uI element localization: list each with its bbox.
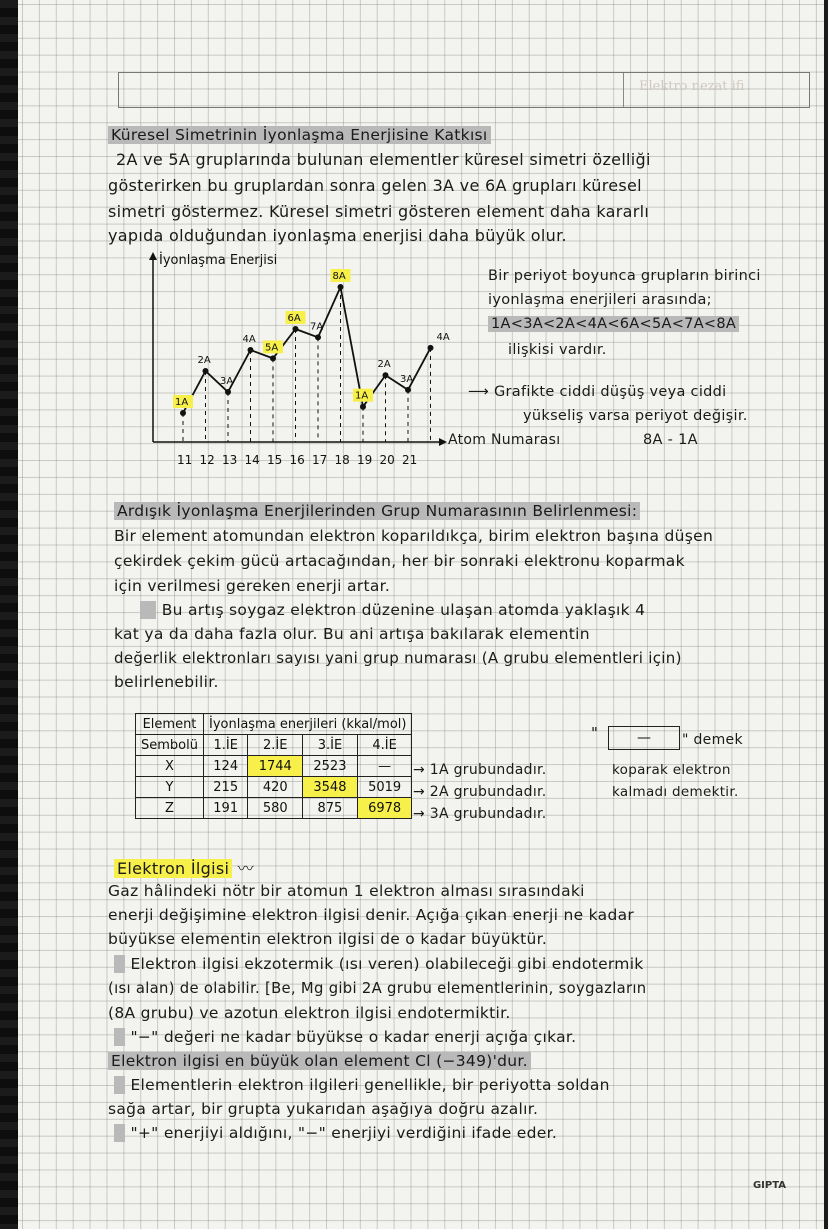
dash-note-box: — <box>608 726 680 750</box>
section3-line: (8A grubu) ve azotun elektron ilgisi endotermiktir. <box>108 1004 511 1022</box>
table-cell-highlight: 1744 <box>248 756 303 777</box>
section2-title: Ardışık İyonlaşma Enerjilerinden Grup Numarasının Belirlenmesi: <box>114 502 640 520</box>
notebook-page <box>18 0 824 1229</box>
note-inequality: 1A<3A<2A<4A<6A<5A<7A<8A <box>488 316 739 332</box>
data-point <box>180 410 186 416</box>
ionization-chart <box>143 250 453 480</box>
x-tick-label: 19 <box>357 453 373 467</box>
x-tick-label: 21 <box>402 453 418 467</box>
table-cell-highlight: 6978 <box>357 798 412 819</box>
point-label: 6A <box>287 313 301 324</box>
data-point <box>270 355 276 361</box>
header-ghost-text: Elektro nezat ifi <box>639 79 745 94</box>
table-header: 1.İE <box>203 735 247 756</box>
data-point <box>315 334 321 340</box>
table-row <box>136 798 412 819</box>
section2-line: Bu artış soygaz elektron düzenine ulaşan atomda yaklaşık 4 <box>140 601 645 619</box>
table-cell: 580 <box>248 798 303 819</box>
dash-note-line: koparak elektron <box>612 762 731 778</box>
table-cell: 5019 <box>357 777 412 798</box>
x-tick-label: 14 <box>244 453 260 467</box>
table-cell: — <box>357 756 412 777</box>
table-cell-highlight: 3548 <box>303 777 358 798</box>
x-tick-label: 17 <box>312 453 328 467</box>
data-point <box>383 372 389 378</box>
data-point <box>338 284 344 290</box>
series-line <box>183 287 431 413</box>
section3-line: (ısı alan) de olabilir. [Be, Mg gibi 2A grubu elementlerinin, soygazların <box>108 980 647 997</box>
table-cell: X <box>136 756 204 777</box>
section1-line: yapıda olduğundan iyonlaşma enerjisi daha büyük olur. <box>108 226 567 245</box>
x-axis-label: Atom Numarası <box>448 432 561 448</box>
x-tick-label: 15 <box>267 453 283 467</box>
section2-line: değerlik elektronları sayısı yani grup numarası (A grubu elementleri için) <box>114 649 682 667</box>
x-tick-label: 20 <box>379 453 395 467</box>
x-tick-label: 18 <box>334 453 350 467</box>
table-header-row <box>136 735 412 756</box>
table-result: → 3A grubundadır. <box>413 806 547 822</box>
table-cell: Z <box>136 798 204 819</box>
note-line: yükseliş varsa periyot değişir. <box>523 408 748 424</box>
section3-line: "+" enerjiyi aldığını, "−" enerjiyi verdiğini ifade eder. <box>114 1124 557 1142</box>
x-axis-arrow <box>439 438 447 446</box>
section3-line: büyükse elementin elektron ilgisi de o kadar büyüktür. <box>108 930 548 948</box>
x-tick-label: 11 <box>177 453 193 467</box>
section2-line: kat ya da daha fazla olur. Bu ani artışa bakılarak elementin <box>114 625 590 643</box>
header-box <box>118 72 810 108</box>
note-line: Bir periyot boyunca grupların birinci <box>488 268 761 284</box>
section3-line: enerji değişimine elektron ilgisi denir. Açığa çıkan enerji ne kadar <box>108 906 635 924</box>
table-header: 3.İE <box>303 735 358 756</box>
table-cell: 875 <box>303 798 358 819</box>
section3-line: "−" değeri ne kadar büyükse o kadar enerji açığa çıkar. <box>114 1028 576 1046</box>
table-cell: 2523 <box>303 756 358 777</box>
table-header: İyonlaşma enerjileri (kkal/mol) <box>203 714 412 735</box>
section3-line: Gaz hâlindeki nötr bir atomun 1 elektron alması sırasındaki <box>108 882 585 900</box>
section3-title: Elektron İlgisi 〰 <box>114 856 254 879</box>
section1-line: 2A ve 5A gruplarında bulunan elementler küresel simetri özelliği <box>116 150 651 169</box>
section2-line: belirlenebilir. <box>114 673 219 691</box>
point-label: 4A <box>242 334 256 345</box>
data-point <box>225 389 231 395</box>
note-line: iyonlaşma enerjileri arasında; <box>488 292 712 308</box>
data-point <box>428 345 434 351</box>
data-point <box>360 404 366 410</box>
section2-line: çekirdek çekim gücü artacağından, her bir sonraki elektronu koparmak <box>114 552 685 570</box>
dash-note-line: kalmadı demektir. <box>612 784 739 800</box>
section3-line: sağa artar, bir grupta yukarıdan aşağıya doğru azalır. <box>108 1100 539 1118</box>
data-point <box>405 387 411 393</box>
note-arrow-line: ⟶ Grafikte ciddi düşüş veya ciddi <box>468 384 727 400</box>
brand-logo: GIPTA <box>752 1180 786 1191</box>
note-line: ilişkisi vardır. <box>508 342 607 358</box>
data-point <box>248 347 254 353</box>
data-point <box>293 326 299 332</box>
section2-line: Bir element atomundan elektron koparıldıkça, birim elektron başına düşen <box>114 527 714 545</box>
x-tick-label: 16 <box>289 453 305 467</box>
table-header: 2.İE <box>248 735 303 756</box>
ionization-table <box>135 713 412 819</box>
point-label: 1A <box>175 397 189 408</box>
section1-line: gösterirken bu gruplardan sonra gelen 3A ve 6A grupları küresel <box>108 176 642 195</box>
section3-line: Elektron ilgisi ekzotermik (ısı veren) olabileceği gibi endotermik <box>114 955 644 973</box>
table-cell: Y <box>136 777 204 798</box>
table-cell: 215 <box>203 777 247 798</box>
table-row <box>136 756 412 777</box>
y-axis-arrow <box>149 252 157 260</box>
table-cell: 124 <box>203 756 247 777</box>
table-cell: 420 <box>248 777 303 798</box>
dash-note-line: " demek <box>682 732 743 748</box>
table-cell: 191 <box>203 798 247 819</box>
point-label: 8A <box>332 271 346 282</box>
x-tick-label: 13 <box>222 453 238 467</box>
section3-line: Elektron ilgisi en büyük olan element Cl (−349)'dur. <box>108 1052 531 1070</box>
table-header-row <box>136 714 412 735</box>
point-label: 3A <box>400 373 414 385</box>
section3-line: Elementlerin elektron ilgileri genellikle, bir periyotta soldan <box>114 1076 610 1094</box>
table-header: Element <box>136 714 204 735</box>
data-point <box>203 368 209 374</box>
table-header: 4.İE <box>357 735 412 756</box>
table-result: → 2A grubundadır. <box>413 784 547 800</box>
header-divider <box>623 73 624 107</box>
point-label: 2A <box>377 359 391 371</box>
point-label: 1A <box>355 390 369 402</box>
point-label: 3A <box>220 376 234 387</box>
table-row <box>136 777 412 798</box>
table-header: Sembolü <box>136 735 204 756</box>
note-line: 8A - 1A <box>643 432 698 448</box>
point-label: 4A <box>436 331 450 343</box>
y-axis-label: İyonlaşma Enerjisi <box>159 253 278 268</box>
dash-note-quote: " <box>591 724 599 742</box>
point-label: 7A <box>310 321 324 333</box>
point-label: 2A <box>197 355 211 366</box>
section1-title: Küresel Simetrinin İyonlaşma Enerjisine Katkısı <box>108 126 491 144</box>
x-tick-label: 12 <box>199 453 215 467</box>
section1-line: simetri göstermez. Küresel simetri gösteren element daha kararlı <box>108 202 650 221</box>
table-result: → 1A grubundadır. <box>413 762 547 778</box>
point-label: 5A <box>265 342 279 354</box>
section2-line: için verilmesi gereken enerji artar. <box>114 577 391 595</box>
